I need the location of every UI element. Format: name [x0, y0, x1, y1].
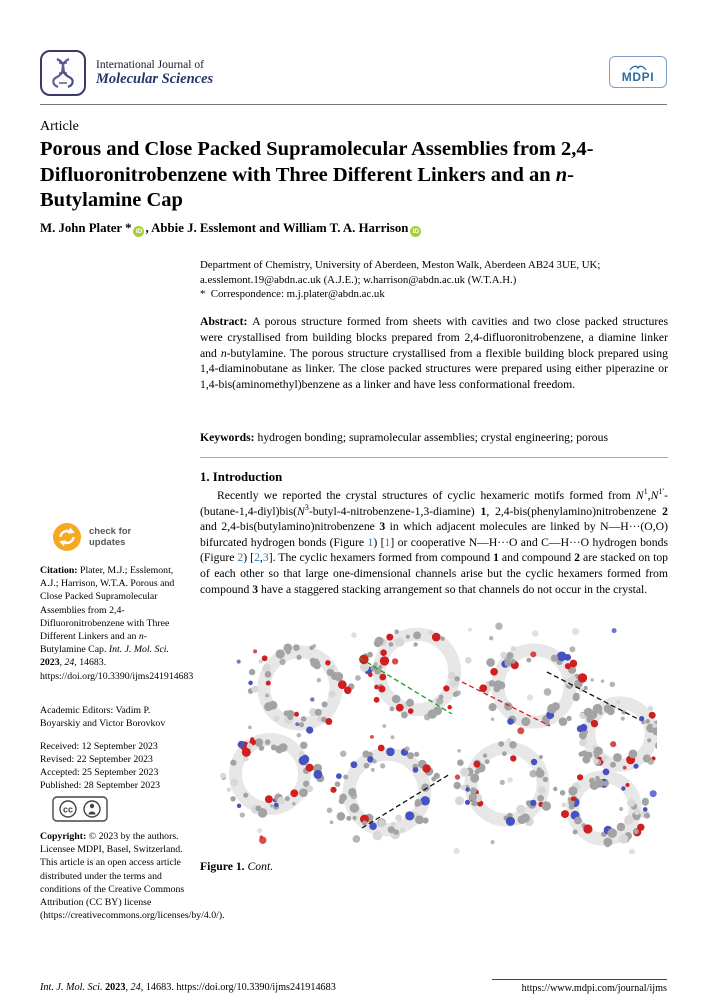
- svg-text:cc: cc: [62, 804, 74, 815]
- inline-link[interactable]: 2: [237, 551, 244, 565]
- paper-title: Porous and Close Packed Supramolecular Assemblies from 2,4-Difluoronitrobenzene with Three Different Linkers and an n-Butylamine Cap: [40, 138, 594, 211]
- check-updates-badge[interactable]: [52, 522, 131, 552]
- journal-logo[interactable]: [40, 50, 213, 96]
- section-heading-introduction: 1. Introduction: [200, 470, 283, 484]
- inline-link[interactable]: 1: [384, 535, 391, 549]
- header-divider: [40, 104, 667, 105]
- academic-editors-text: Academic Editors: Vadim P. Boyarskiy and Victor Borovkov: [40, 705, 166, 730]
- footer-journal-url[interactable]: https://www.mdpi.com/journal/ijms: [521, 983, 667, 994]
- history-dates: [40, 740, 188, 792]
- inline-link[interactable]: 2: [254, 551, 260, 565]
- keywords-divider: [200, 457, 668, 458]
- figure-caption: Figure 1. Cont.: [200, 860, 274, 873]
- author-name-plater: M. John Plater *: [40, 221, 132, 235]
- author-names-rest: , Abbie J. Esslemont and William T. A. Harrison: [145, 221, 409, 235]
- dna-helix-icon: [40, 50, 86, 96]
- article-type-label: Article: [40, 119, 79, 134]
- affiliation-text: Department of Chemistry, University of Aberdeen, Meston Walk, Aberdeen AB24 3UE, UK; a.esslemont.19@abdn.ac.uk (A.J.E.); w.harrison@abdn.ac.uk (W.T.A.H.): [200, 259, 601, 286]
- inline-link[interactable]: 3: [262, 551, 269, 565]
- inline-link[interactable]: 1: [367, 535, 374, 549]
- check-updates-label: check for updates: [89, 526, 132, 548]
- keywords-line: Keywords: hydrogen bonding; supramolecular assemblies; crystal engineering; porous: [200, 431, 609, 444]
- abstract-paragraph: Abstract: A porous structure formed from sheets with cavities and two close packed structures were crystallised from building blocks prepared from 2,4-difluoronitrobenzene, a diamine linker and n-butylamine. The porous structure crystallised from a flexible building block prepared using 1,4-diaminobutane as linker. The close packed structures were prepared using either piperazine or 1,4-bis(aminomethyl)benzene as a linker and have less conformational freedom.: [200, 315, 668, 392]
- cc-by-icon: [52, 796, 108, 822]
- crystal-structure-figure: [212, 622, 657, 854]
- affiliation-block: [200, 258, 668, 302]
- journal-header: [40, 50, 667, 96]
- journal-name: [96, 59, 213, 88]
- journal-name-top: International Journal of: [96, 58, 204, 71]
- footer-divider: [492, 979, 667, 980]
- citation-text: Citation: Plater, M.J.; Esslemont, A.J.; Harrison, W.T.A. Porous and Close Packed Supramolecular Assemblies from 2,4-Difluoronitrobenzene with Three Different Linkers and an n-Butylamine Cap. Int. J. Mol. Sci. 2023, 24, 14683. https://doi.org/10.3390/ijms241914683: [40, 565, 194, 682]
- orcid-icon[interactable]: iD: [410, 226, 421, 237]
- footer-citation: Int. J. Mol. Sci. 2023, 24, 14683. https://doi.org/10.3390/ijms241914683: [40, 982, 336, 993]
- journal-name-bottom: Molecular Sciences: [96, 70, 214, 87]
- check-updates-icon: [52, 522, 82, 552]
- copyright-text: Copyright: © 2023 by the authors. Licensee MDPI, Basel, Switzerland. This article is an open access article distributed under the terms and conditions of the Creative Commons Attribution (CC BY) license (https://creativecommons.org/licenses/by/4.0/).: [40, 831, 225, 922]
- published-date: Published: 28 September 2023: [40, 780, 161, 791]
- orcid-icon[interactable]: iD: [133, 226, 144, 237]
- cc-license-badge[interactable]: [52, 796, 108, 827]
- correspondence-text: * Correspondence: m.j.plater@abdn.ac.uk: [200, 288, 385, 300]
- mdpi-logo[interactable]: [609, 56, 667, 88]
- accepted-date: Accepted: 25 September 2023: [40, 767, 159, 778]
- intro-paragraph: Recently we reported the crystal structures of cyclic hexameric motifs formed from $N^1,N^{1'}-(butane-1,4-diyl)bis(N^3-butyl-4-nitrobenzene-1,3-diamine)$ 1, 2,4-bis(phenylamino)nitrobenzene 2 and 2,4-bis(butylamino)nitrobenzene 3 in which adjacent molecules are linked by N—H···(O,O) bifurcated hydrogen bonds (Figure 1) [1] or cooperative N—H···O and C—H···O hydrogen bonds (Figure 2) [2,3]. The cyclic hexamers formed from compound 1 and compound 2 are stacked on top of each other so that large one-dimensional channels arise but the cyclic hexamers formed from compound 3 have a staggered stacking arrangement so that channels do not occur in the crystal.: [200, 487, 669, 596]
- figure-image: [200, 622, 668, 858]
- received-date: Received: 12 September 2023: [40, 741, 158, 752]
- authors-line: [40, 221, 672, 237]
- mdpi-label: MDPI: [621, 70, 655, 84]
- revised-date: Revised: 22 September 2023: [40, 754, 153, 765]
